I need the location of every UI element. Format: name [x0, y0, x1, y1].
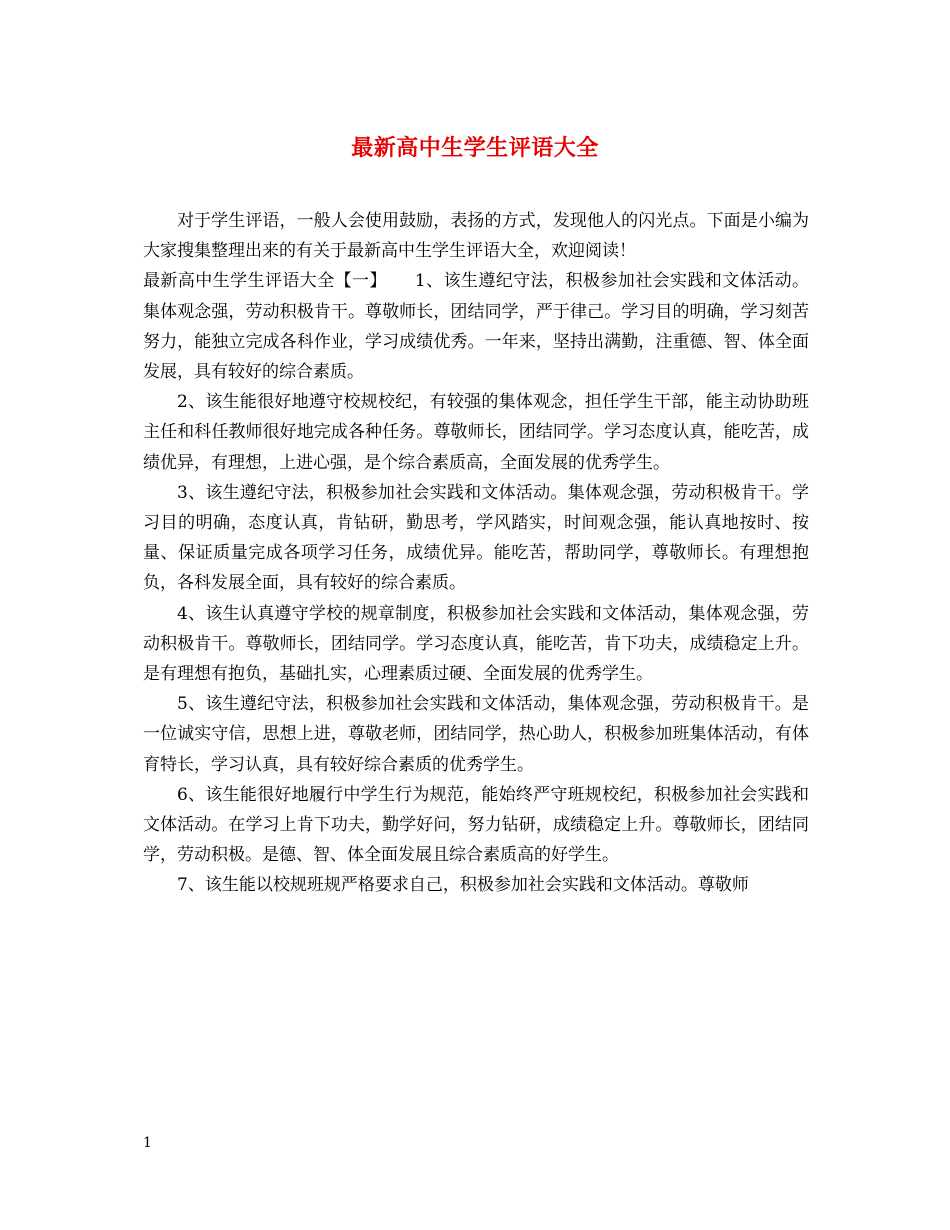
- section-block: [143, 266, 809, 387]
- item-paragraph-4: 4、该生认真遵守学校的规章制度，积极参加社会实践和文体活动，集体观念强，劳动积极肯干。尊敬师长，团结同学。学习态度认真，能吃苦，肯下功夫，成绩稳定上升。是有理想有抱负，基础扎实，心理素质过硬、全面发展的优秀学生。: [143, 603, 809, 685]
- item-1-text: 1、该生遵纪守法，积极参加社会实践和文体活动。集体观念强，劳动积极肯干。尊敬师长，团结同学，严于律己。学习目的明确，学习刻苦努力，能独立完成各科作业，学习成绩优秀。一年来，坚持出满勤，注重德、智、体全面发展，具有较好的综合素质。: [143, 271, 809, 383]
- item-paragraph-2: 2、该生能很好地遵守校规校纪，有较强的集体观念，担任学生干部，能主动协助班主任和科任教师很好地完成各种任务。尊敬师长，团结同学。学习态度认真，能吃苦，成绩优异，有理想，上进心强，是个综合素质高，全面发展的优秀学生。: [143, 392, 809, 473]
- item-paragraph-7: 7、该生能以校规班规严格要求自己，积极参加社会实践和文体活动。尊敬师: [177, 875, 749, 896]
- item-paragraph-6: 6、该生能很好地履行中学生行为规范，能始终严守班规校纪，积极参加社会实践和文体活动。在学习上肯下功夫，勤学好问，努力钻研，成绩稳定上升。尊敬师长，团结同学，劳动积极。是德、智、体全面发展且综合素质高的好学生。: [143, 784, 809, 866]
- document-body: [143, 206, 809, 901]
- item-paragraph-5: 5、该生遵纪守法，积极参加社会实践和文体活动，集体观念强，劳动积极肯干。是一位诚实守信，思想上进，尊敬老师，团结同学，热心助人，积极参加班集体活动，有体育特长，学习认真，具有较好综合素质的优秀学生。: [143, 694, 809, 775]
- page-number: 1: [143, 1135, 152, 1151]
- intro-paragraph: 对于学生评语，一般人会使用鼓励，表扬的方式，发现他人的闪光点。下面是小编为大家搜集整理出来的有关于最新高中生学生评语大全，欢迎阅读！: [143, 211, 809, 262]
- document-title: 最新高中生学生评语大全: [351, 135, 599, 161]
- section-heading: 最新高中生学生评语大全【一】: [143, 271, 387, 292]
- item-paragraph-3: 3、该生遵纪守法，积极参加社会实践和文体活动。集体观念强，劳动积极肯干。学习目的明确，态度认真，肯钻研，勤思考，学风踏实，时间观念强，能认真地按时、按量、保证质量完成各项学习任务，成绩优异。能吃苦，帮助同学，尊敬师长。有理想抱负，各科发展全面，具有较好的综合素质。: [143, 482, 809, 594]
